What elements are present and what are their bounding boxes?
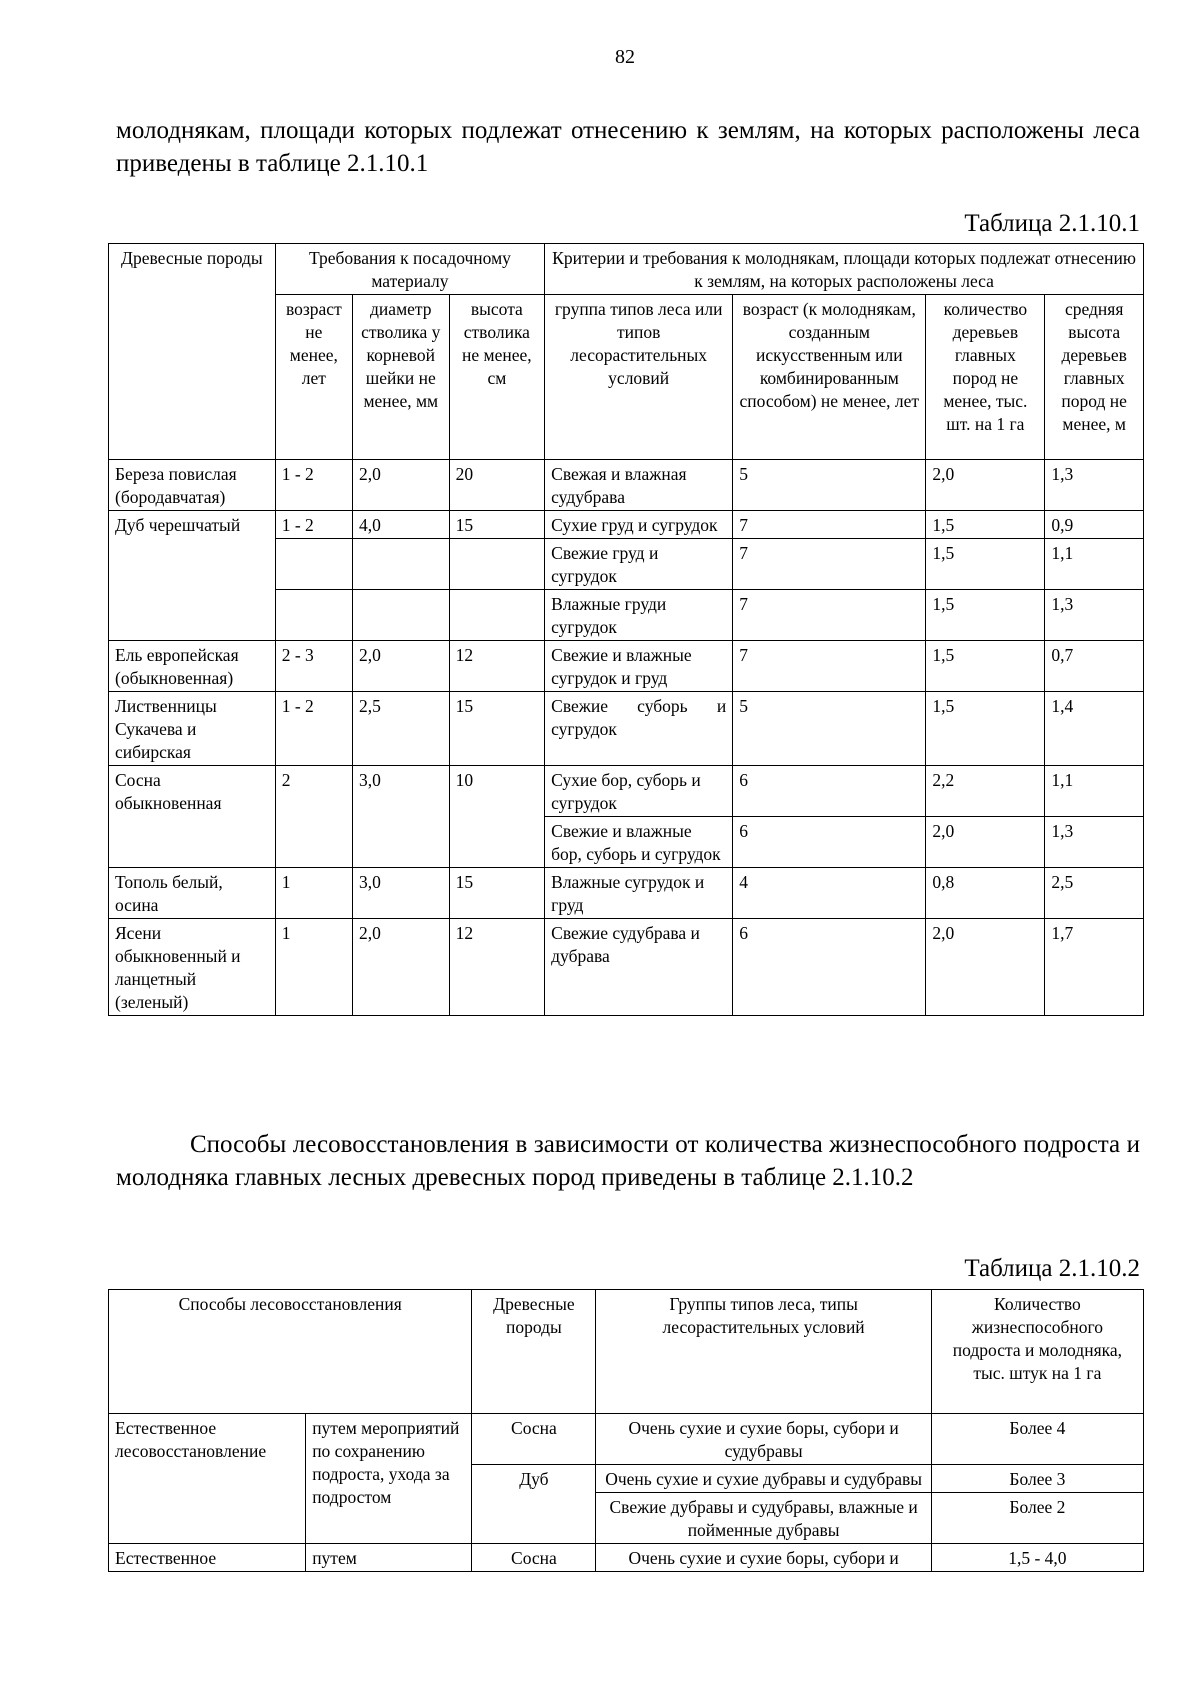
cell-diameter xyxy=(353,590,450,641)
cell-count: 1,5 xyxy=(926,692,1045,766)
cell-species: Сосна xyxy=(472,1544,596,1572)
table1-header-species: Древесные породы xyxy=(109,244,276,460)
cell-count: 2,2 xyxy=(926,766,1045,817)
table1-subheader: возраст (к молоднякам, созданным искусственным или комбинированным способом) не менее, лет xyxy=(733,295,926,460)
cell-age: 2 - 3 xyxy=(275,641,352,692)
table1-subheader: высота стволика не менее, см xyxy=(449,295,545,460)
cell-diameter: 2,0 xyxy=(353,641,450,692)
cell-diameter: 2,5 xyxy=(353,692,450,766)
cell-min-age: 7 xyxy=(733,590,926,641)
cell-group: Свежая и влажная судубрава xyxy=(545,460,733,511)
cell-age: 1 - 2 xyxy=(275,460,352,511)
table-row xyxy=(109,817,1144,868)
cell-age: 1 - 2 xyxy=(275,692,352,766)
table2-header-groups: Группы типов леса, типы лесорастительных условий xyxy=(596,1290,931,1414)
cell-diameter xyxy=(353,539,450,590)
cell-count: 1,5 - 4,0 xyxy=(931,1544,1143,1572)
cell-avg-height: 1,7 xyxy=(1045,919,1144,1016)
table1-subheader: группа типов леса или типов лесорастительных условий xyxy=(545,295,733,460)
cell-avg-height: 1,3 xyxy=(1045,460,1144,511)
table1-caption: Таблица 2.1.10.1 xyxy=(964,210,1140,237)
cell-age xyxy=(275,817,352,868)
cell-height: 15 xyxy=(449,511,545,539)
cell-species: Ясени обыкновенный и ланцетный (зеленый) xyxy=(109,919,276,1016)
table-row xyxy=(109,868,1144,919)
table2-header-methods: Способы лесовосстановления xyxy=(109,1290,472,1414)
table1-subheader: средняя высота деревьев главных пород не менее, м xyxy=(1045,295,1144,460)
table-row xyxy=(109,539,1144,590)
page-number: 82 xyxy=(615,46,635,68)
cell-species xyxy=(109,590,276,641)
cell-group: Очень сухие и сухие дубравы и судубравы xyxy=(596,1465,931,1493)
cell-diameter: 3,0 xyxy=(353,766,450,817)
table1-subheader: диаметр стволика у корневой шейки не менее, мм xyxy=(353,295,450,460)
cell-avg-height: 1,1 xyxy=(1045,539,1144,590)
cell-count: 1,5 xyxy=(926,511,1045,539)
table-2-1-10-2 xyxy=(108,1289,1144,1572)
table-row xyxy=(109,919,1144,1016)
cell-height xyxy=(449,590,545,641)
cell-diameter xyxy=(353,817,450,868)
cell-species: Береза повислая (бородавчатая) xyxy=(109,460,276,511)
cell-avg-height: 0,9 xyxy=(1045,511,1144,539)
table2-caption: Таблица 2.1.10.2 xyxy=(964,1255,1140,1282)
cell-min-age: 6 xyxy=(733,817,926,868)
table-row xyxy=(109,590,1144,641)
cell-species: Сосна xyxy=(472,1414,596,1465)
cell-age: 1 xyxy=(275,868,352,919)
intro-paragraph: молоднякам, площади которых подлежат отнесению к землям, на которых расположены леса приведены в таблице 2.1.10.1 xyxy=(116,117,1140,177)
cell-avg-height: 1,3 xyxy=(1045,817,1144,868)
cell-min-age: 4 xyxy=(733,868,926,919)
cell-age: 1 - 2 xyxy=(275,511,352,539)
cell-species xyxy=(109,817,276,868)
cell-count: 2,0 xyxy=(926,460,1045,511)
cell-method-detail: путем мероприятий по сохранению подроста, ухода за подростом xyxy=(306,1414,472,1544)
cell-min-age: 6 xyxy=(733,766,926,817)
table-row xyxy=(109,641,1144,692)
table2-header-count: Количество жизнеспособного подроста и молодняка, тыс. штук на 1 га xyxy=(931,1290,1143,1414)
table-row xyxy=(109,511,1144,539)
cell-age xyxy=(275,539,352,590)
cell-min-age: 6 xyxy=(733,919,926,1016)
cell-diameter: 2,0 xyxy=(353,919,450,1016)
cell-min-age: 5 xyxy=(733,460,926,511)
cell-group: Сухие бор, суборь и сугрудок xyxy=(545,766,733,817)
cell-diameter: 3,0 xyxy=(353,868,450,919)
cell-species xyxy=(109,539,276,590)
table1-header-criteria: Критерии и требования к молоднякам, площади которых подлежат отнесению к землям, на которых расположены леса xyxy=(545,244,1144,295)
cell-age: 2 xyxy=(275,766,352,817)
cell-count: Более 2 xyxy=(931,1493,1143,1544)
cell-species: Ель европейская (обыкновенная) xyxy=(109,641,276,692)
cell-count: Более 3 xyxy=(931,1465,1143,1493)
table-row xyxy=(109,460,1144,511)
cell-group: Влажные груди сугрудок xyxy=(545,590,733,641)
cell-avg-height: 2,5 xyxy=(1045,868,1144,919)
table1-header-row xyxy=(109,244,1144,295)
cell-group: Свежие груд и сугрудок xyxy=(545,539,733,590)
cell-count: 0,8 xyxy=(926,868,1045,919)
cell-group: Влажные сугрудок и груд xyxy=(545,868,733,919)
table2-header-row xyxy=(109,1290,1144,1414)
cell-count: 1,5 xyxy=(926,539,1045,590)
cell-group: Очень сухие и сухие боры, субори и xyxy=(596,1544,931,1572)
second-paragraph: Способы лесовосстановления в зависимости от количества жизнеспособного подроста и молодняка главных лесных древесных пород приведены в таблице 2.1.10.2 xyxy=(116,1131,1140,1191)
cell-count: 2,0 xyxy=(926,817,1045,868)
table1-header-planting: Требования к посадочному материалу xyxy=(275,244,544,295)
table1-subheader: возраст не менее, лет xyxy=(275,295,352,460)
cell-height: 12 xyxy=(449,919,545,1016)
cell-species: Тополь белый, осина xyxy=(109,868,276,919)
table-2-1-10-1 xyxy=(108,243,1144,1016)
cell-group: Свежие и влажные бор, суборь и сугрудок xyxy=(545,817,733,868)
cell-group: Очень сухие и сухие боры, субори и судубравы xyxy=(596,1414,931,1465)
cell-height: 12 xyxy=(449,641,545,692)
cell-count: 1,5 xyxy=(926,590,1045,641)
cell-avg-height: 1,3 xyxy=(1045,590,1144,641)
table-row xyxy=(109,1414,1144,1465)
cell-species xyxy=(472,1493,596,1544)
cell-age xyxy=(275,590,352,641)
cell-group: Свежие дубравы и судубравы, влажные и пойменные дубравы xyxy=(596,1493,931,1544)
cell-height xyxy=(449,539,545,590)
cell-species: Дуб xyxy=(472,1465,596,1493)
cell-group: Сухие груд и сугрудок xyxy=(545,511,733,539)
cell-group: Свежие судубрава и дубрава xyxy=(545,919,733,1016)
cell-group: Свежие и влажные сугрудок и груд xyxy=(545,641,733,692)
table-row xyxy=(109,1544,1144,1572)
cell-method: Естественное xyxy=(109,1544,306,1572)
cell-height: 15 xyxy=(449,868,545,919)
cell-height: 10 xyxy=(449,766,545,817)
cell-min-age: 7 xyxy=(733,511,926,539)
table1-subheader: количество деревьев главных пород не менее, тыс. шт. на 1 га xyxy=(926,295,1045,460)
cell-method: Естественное лесовосстановление xyxy=(109,1414,306,1544)
cell-avg-height: 1,4 xyxy=(1045,692,1144,766)
cell-min-age: 7 xyxy=(733,641,926,692)
cell-species: Лиственницы Сукачева и сибирская xyxy=(109,692,276,766)
cell-species: Дуб черешчатый xyxy=(109,511,276,539)
cell-age: 1 xyxy=(275,919,352,1016)
cell-diameter: 4,0 xyxy=(353,511,450,539)
cell-group: Свежие суборь и сугрудок xyxy=(545,692,733,766)
cell-method-detail: путем xyxy=(306,1544,472,1572)
cell-min-age: 5 xyxy=(733,692,926,766)
cell-count: 2,0 xyxy=(926,919,1045,1016)
cell-avg-height: 1,1 xyxy=(1045,766,1144,817)
cell-height xyxy=(449,817,545,868)
table2-header-species: Древесные породы xyxy=(472,1290,596,1414)
table-row xyxy=(109,692,1144,766)
cell-count: Более 4 xyxy=(931,1414,1143,1465)
cell-min-age: 7 xyxy=(733,539,926,590)
cell-height: 15 xyxy=(449,692,545,766)
cell-count: 1,5 xyxy=(926,641,1045,692)
cell-diameter: 2,0 xyxy=(353,460,450,511)
table-row xyxy=(109,766,1144,817)
cell-species: Сосна обыкновенная xyxy=(109,766,276,817)
cell-height: 20 xyxy=(449,460,545,511)
cell-avg-height: 0,7 xyxy=(1045,641,1144,692)
